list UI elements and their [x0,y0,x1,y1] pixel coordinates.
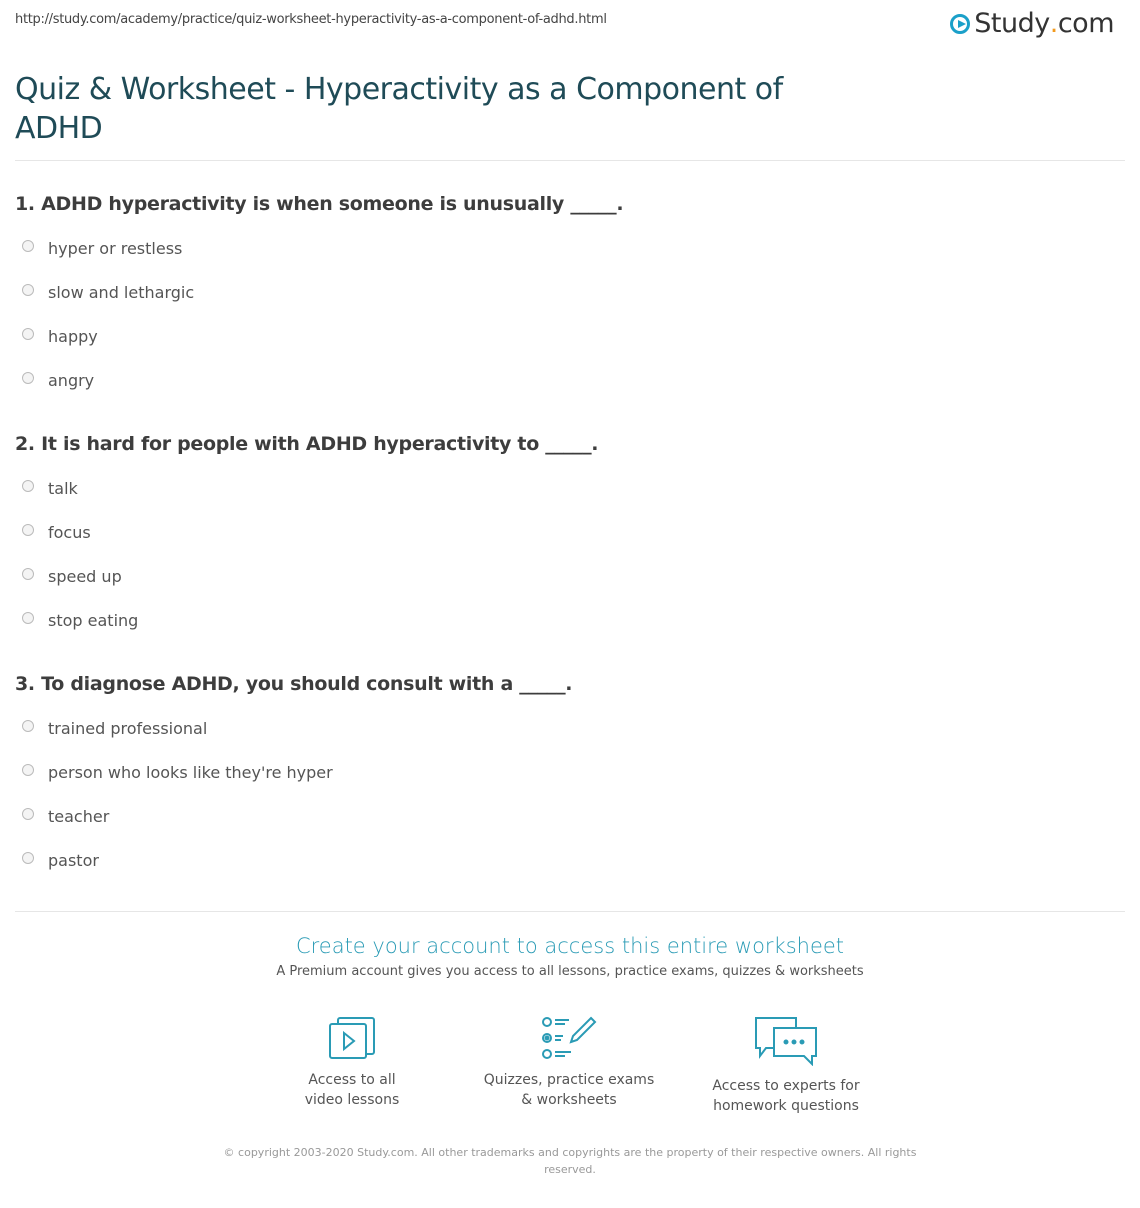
question-3: 3. To diagnose ADHD, you should consult with a _____. [15,673,573,695]
option-label: happy [48,327,98,346]
radio-button[interactable] [22,808,34,820]
option-label: stop eating [48,611,139,630]
page-url: http://study.com/academy/practice/quiz-worksheet-hyperactivity-as-a-component-of-adhd.html [15,12,607,27]
radio-button[interactable] [22,764,34,776]
feature-video [252,1016,452,1110]
answer-option[interactable] [22,523,91,542]
radio-button[interactable] [22,568,34,580]
option-label: slow and lethargic [48,283,195,302]
radio-button[interactable] [22,720,34,732]
radio-button[interactable] [22,480,34,492]
cta-subtitle: A Premium account gives you access to all lessons, practice exams, quizzes & worksheets [276,964,864,979]
radio-button[interactable] [22,240,34,252]
copyright: © copyright 2003-2020 Study.com. All other trademarks and copyrights are the property of their respective owners. All rights reserved. [223,1146,917,1176]
page-title: Quiz & Worksheet - Hyperactivity as a Component of ADHD [15,72,783,146]
radio-button[interactable] [22,284,34,296]
option-label: talk [48,479,78,498]
answer-option[interactable] [22,611,138,630]
radio-button[interactable] [22,328,34,340]
feature-label: & worksheets [521,1092,617,1108]
answer-option[interactable] [22,851,99,870]
option-label: pastor [48,851,99,870]
answer-option[interactable] [22,239,182,258]
feature-label: Quizzes, practice exams [483,1072,655,1088]
option-label: focus [48,523,91,542]
option-label: hyper or restless [48,239,183,258]
feature-quizzes [469,1016,669,1110]
feature-label: homework questions [713,1098,859,1114]
radio-button[interactable] [22,852,34,864]
logo-dot: . [1049,8,1058,39]
feature-experts [686,1016,886,1116]
answer-option[interactable] [22,283,194,302]
feature-label: Access to experts for [712,1078,860,1094]
answer-option[interactable] [22,719,207,738]
feature-label: video lessons [304,1092,400,1108]
video-icon [326,1016,378,1060]
option-label: angry [48,371,95,390]
play-icon [950,14,970,34]
question-1: 1. ADHD hyperactivity is when someone is unusually _____. [15,193,624,215]
radio-button[interactable] [22,524,34,536]
option-label: person who looks like they're hyper [48,763,333,782]
quiz-icon [541,1016,597,1060]
answer-option[interactable] [22,567,122,586]
answer-option[interactable] [22,327,98,346]
answer-option[interactable] [22,371,94,390]
answer-option[interactable] [22,763,333,782]
answer-option[interactable] [22,479,78,498]
radio-button[interactable] [22,372,34,384]
cta-title[interactable]: Create your account to access this entire worksheet [295,934,845,958]
option-label: speed up [48,567,122,586]
logo-text: Study [974,8,1050,39]
divider [15,911,1125,912]
option-label: teacher [48,807,110,826]
logo-suffix: com [1057,8,1114,39]
feature-label: Access to all [308,1072,396,1088]
radio-button[interactable] [22,612,34,624]
divider [15,160,1125,161]
question-2: 2. It is hard for people with ADHD hyperactivity to _____. [15,433,599,455]
study-logo[interactable] [950,8,1114,39]
option-label: trained professional [48,719,208,738]
chat-icon [754,1016,818,1066]
answer-option[interactable] [22,807,109,826]
